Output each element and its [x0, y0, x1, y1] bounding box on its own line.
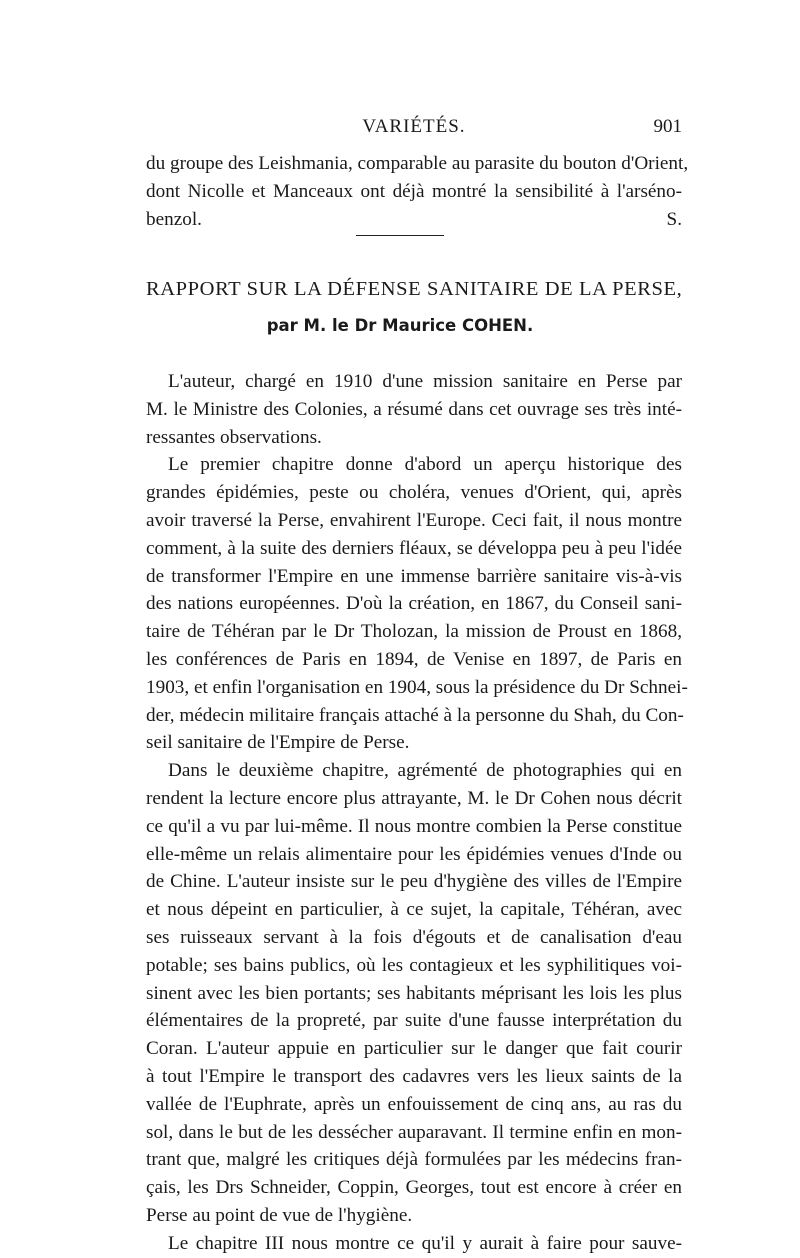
text-line: çais, les Drs Schneider, Coppin, Georges, tout est encore à créer en	[146, 1177, 682, 1199]
text-line: rendent la lecture encore plus attrayante, M. le Dr Cohen nous décrit	[146, 788, 682, 809]
text-line: Le chapitre III nous montre ce qu'il y aurait à faire pour sauve-	[168, 1232, 682, 1254]
text-line: elle-même un relais alimentaire pour les épidémies venues d'Inde ou	[146, 843, 682, 865]
text-line: ce qu'il a vu par lui-même. Il nous montre combien la Perse constitue	[146, 815, 682, 837]
text-line: potable; ses bains publics, où les contagieux et les syphilitiques voi-	[146, 954, 682, 976]
text-line: et nous dépeint en particulier, à ce sujet, la capitale, Téhéran, avec	[146, 899, 682, 921]
text-line: dont Nicolle et Manceaux ont déjà montré la sensibilité à l'arséno-	[146, 181, 682, 202]
text-line: seil sanitaire de l'Empire de Perse.	[146, 732, 410, 754]
text-line: des nations européennes. D'où la création, en 1867, du Conseil sani-	[146, 593, 682, 615]
text-line: der, médecin militaire français attaché à la personne du Shah, du Con-	[146, 704, 684, 726]
text-line: trant que, malgré les critiques déjà formulées par les médecins fran-	[146, 1149, 682, 1171]
text-line: sinent avec les bien portants; ses habitants méprisant les lois les plus	[146, 982, 682, 1004]
text-line: Perse au point de vue de l'hygiène.	[146, 1205, 413, 1226]
text-line: du groupe des Leishmania, comparable au parasite du bouton d'Orient,	[146, 153, 689, 174]
text-line: Le premier chapitre donne d'abord un aperçu historique des	[168, 454, 682, 476]
text-line: 1903, et enfin l'organisation en 1904, sous la présidence du Dr Schnei-	[146, 676, 688, 698]
text-line: comment, à la suite des derniers fléaux, se développa peu à peu l'idée	[146, 537, 682, 559]
text-line: à tout l'Empire le transport des cadavres vers les lieux saints de la	[146, 1066, 682, 1087]
text-line: de Chine. L'auteur insiste sur le peu d'hygiène des villes de l'Empire	[146, 871, 682, 893]
text-line: de transformer l'Empire en une immense barrière sanitaire vis-à-vis	[146, 565, 682, 587]
separator-rule	[356, 235, 444, 236]
byline: par M. le Dr Maurice COHEN.	[266, 316, 534, 335]
section-title: RAPPORT SUR LA DÉFENSE SANITAIRE DE LA PERSE,	[146, 278, 683, 300]
running-head-title: VARIÉTÉS.	[362, 116, 466, 137]
text-line: Coran. L'auteur appuie en particulier sur le danger que fait courir	[146, 1038, 682, 1060]
text-line: élémentaires de la propreté, par suite d'une fausse interprétation du	[146, 1010, 682, 1032]
text-line: vallée de l'Euphrate, après un enfouissement de cinq ans, au ras du	[146, 1093, 682, 1115]
text-line: taire de Téhéran par le Dr Tholozan, la mission de Proust en 1868,	[146, 621, 682, 643]
text-line: les conférences de Paris en 1894, de Venise en 1897, de Paris en	[146, 649, 682, 670]
text-line: ressantes observations.	[146, 426, 322, 448]
text-line: ses ruisseaux servant à la fois d'égouts et de canalisation d'eau	[146, 927, 682, 948]
page-number: 901	[653, 116, 682, 137]
text-line: M. le Ministre des Colonies, a résumé dans cet ouvrage ses très inté-	[146, 398, 682, 420]
text-line: benzol.	[146, 209, 202, 230]
text-line: sol, dans le but de les dessécher auparavant. Il termine enfin en mon-	[146, 1121, 682, 1143]
signature: S.	[666, 209, 682, 230]
text-line: L'auteur, chargé en 1910 d'une mission sanitaire en Perse par	[168, 371, 682, 392]
text-line: Dans le deuxième chapitre, agrémenté de photographies qui en	[168, 760, 682, 782]
text-line: avoir traversé la Perse, envahirent l'Europe. Ceci fait, il nous montre	[146, 510, 682, 531]
running-head	[146, 116, 682, 142]
text-line: grandes épidémies, peste ou choléra, venues d'Orient, qui, après	[146, 482, 682, 504]
